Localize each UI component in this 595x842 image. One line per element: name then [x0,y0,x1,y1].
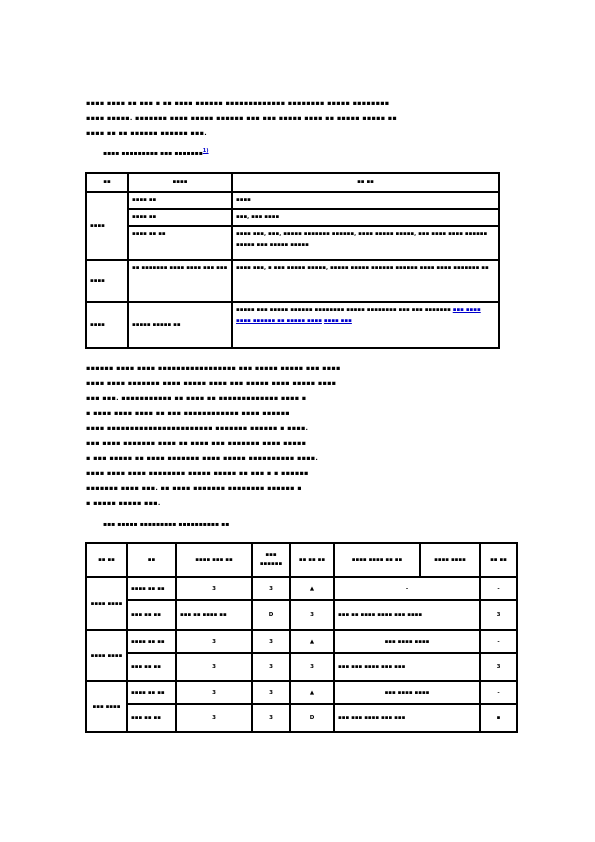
body-line: ▪▪▪▪ ▪▪▪▪▪▪▪▪▪▪▪▪▪▪▪▪▪▪▪▪▪▪▪ ▪▪▪▪▪▪▪ ▪▪▪▪▪▪ ▪ ▪▪▪▪. [86,424,309,432]
table2-cell: ▪▪▪ ▪▪▪▪ ▪▪▪▪ [334,681,480,704]
table2-cell: - [480,681,517,704]
table1 [85,172,500,349]
table2-cell: 3 [252,577,290,600]
table1-row [86,192,499,209]
table2-row [86,681,517,704]
table2-row [86,630,517,653]
table2-header-cell: ▪▪▪ ▪▪▪▪▪▪ [252,543,290,577]
table2-cell: 3 [176,577,252,600]
intro-paragraph [86,96,511,141]
table2-cell: 3 [176,704,252,732]
table2-cell: ▪▪▪ ▪▪▪ ▪▪▪▪ ▪▪▪ ▪▪▪ [334,704,480,732]
table1-caption [103,148,209,157]
reference-link[interactable]: ▪▪▪ ▪▪▪▪ ▪▪▪▪ ▪▪▪▪▪▪ ▪▪ ▪▪▪▪▪ ▪▪▪▪ [236,307,481,324]
table2-cell: ▪▪▪ ▪▪ ▪▪ [127,600,176,630]
table2-cell: 3 [252,681,290,704]
table2-cell: 3 [252,653,290,681]
table2-row [86,704,517,732]
body-line: ▪ ▪▪▪▪▪ ▪▪▪▪▪ ▪▪▪. [86,499,161,507]
body-line: ▪▪▪▪▪▪ ▪▪▪▪ ▪▪▪▪ ▪▪▪▪▪▪▪▪▪▪▪▪▪▪▪▪▪ ▪▪▪ ▪▪▪▪▪ ▪▪▪▪▪ ▪▪▪ ▪▪▪▪ [86,364,341,372]
table2-cell: ▲ [290,577,334,600]
table1-row [86,226,499,260]
body-line: ▪ ▪▪▪▪ ▪▪▪▪ ▪▪▪▪ ▪▪ ▪▪▪ ▪▪▪▪▪▪▪▪▪▪▪▪ ▪▪▪▪ ▪▪▪▪▪▪ [86,409,290,417]
table2-row [86,653,517,681]
table1-content-text: ▪▪▪▪▪ ▪▪▪ ▪▪▪▪▪ ▪▪▪▪▪▪ ▪▪▪▪▪▪▪▪ ▪▪▪▪▪ ▪▪▪▪▪▪▪▪ ▪▪▪ ▪▪▪ ▪▪▪▪▪▪▪ [236,307,451,313]
table2-group-cell: ▪▪▪ ▪▪▪▪ [86,681,127,732]
table2-cell: - [334,577,480,600]
table2-cell: ▪▪▪ ▪▪▪ ▪▪▪▪ ▪▪▪ ▪▪▪ [334,653,480,681]
table2-cell: ▪▪▪ ▪▪ ▪▪▪▪ ▪▪ [176,600,252,630]
table1-group-cell: ▪▪▪▪ [86,192,128,260]
table2-cell: D [290,704,334,732]
table2-group-cell: ▪▪▪▪ ▪▪▪▪ [86,630,127,681]
table2-cell: 3 [252,630,290,653]
table1-row [86,302,499,348]
body-line: ▪▪▪▪ ▪▪▪▪ ▪▪▪▪ ▪▪▪▪▪▪▪▪ ▪▪▪▪▪ ▪▪▪▪▪ ▪▪ ▪▪▪ ▪ ▪ ▪▪▪▪▪▪ [86,469,309,477]
table1-group-cell: ▪▪▪▪ [86,302,128,348]
table1-caption-text: ▪▪▪▪ ▪▪▪▪▪▪▪▪▪ ▪▪▪ ▪▪▪▪▪▪▪ [103,150,203,157]
table1-item-cell: ▪▪ ▪▪▪▪▪▪▪ ▪▪▪▪ ▪▪▪▪ ▪▪▪ ▪▪▪ [128,260,232,302]
table2-cell: ▲ [290,630,334,653]
table2-cell: 3 [290,600,334,630]
table2 [85,542,518,733]
table2-header-cell: ▪▪ ▪▪ [480,543,517,577]
table2-cell: 3 [480,653,517,681]
table2-cell: - [480,630,517,653]
intro-line: ▪▪▪▪ ▪▪▪▪ ▪▪ ▪▪▪ ▪ ▪▪ ▪▪▪▪ ▪▪▪▪▪▪ ▪▪▪▪▪▪▪▪▪▪▪▪▪ ▪▪▪▪▪▪▪▪ ▪▪▪▪▪ ▪▪▪▪▪▪▪▪ [86,99,390,107]
table2-header-cell: ▪▪▪▪ ▪▪▪ ▪▪ [176,543,252,577]
table2-caption-text: ▪▪▪ ▪▪▪▪▪ ▪▪▪▪▪▪▪▪▪ ▪▪▪▪▪▪▪▪▪▪ ▪▪ [103,521,230,528]
table1-item-cell: ▪▪▪▪▪ ▪▪▪▪▪ ▪▪ [128,302,232,348]
table2-cell: ▪▪▪▪ ▪▪ ▪▪ [127,630,176,653]
table1-content-cell: ▪▪▪▪ ▪▪▪, ▪ ▪▪▪ ▪▪▪▪▪ ▪▪▪▪▪, ▪▪▪▪▪ ▪▪▪▪▪ ▪▪▪▪▪▪ ▪▪▪▪▪▪ ▪▪▪▪ ▪▪▪▪ ▪▪▪▪▪▪▪ ▪▪ [232,260,499,302]
table2-cell: 3 [176,630,252,653]
table2-cell: 3 [252,704,290,732]
body-line: ▪▪▪ ▪▪▪. ▪▪▪▪▪▪▪▪▪▪▪ ▪▪ ▪▪▪▪ ▪▪ ▪▪▪▪▪▪▪▪▪▪▪▪▪ ▪▪▪▪ ▪ [86,394,307,402]
table2-row [86,600,517,630]
table1-row [86,260,499,302]
table1-item-cell: ▪▪▪▪ ▪▪ ▪▪ [128,226,232,260]
table2-header-row [86,543,517,577]
table2-cell: 3 [176,653,252,681]
table2-cell: ▪ [480,704,517,732]
table2-header-cell: ▪▪ ▪▪ ▪▪ [290,543,334,577]
table1-header-cell: ▪▪ [86,173,128,192]
table2-caption [103,521,229,528]
table2-cell: 3 [480,600,517,630]
intro-line: ▪▪▪▪ ▪▪▪▪▪. ▪▪▪▪▪▪▪ ▪▪▪▪ ▪▪▪▪▪ ▪▪▪▪▪▪ ▪▪▪ ▪▪▪ ▪▪▪▪▪ ▪▪▪▪ ▪▪ ▪▪▪▪▪ ▪▪▪▪▪ ▪▪ [86,114,398,122]
table1-item-cell: ▪▪▪▪ ▪▪ [128,192,232,209]
body-paragraph [86,361,511,511]
table1-row [86,209,499,226]
table1-header-cell: ▪▪▪▪ [128,173,232,192]
table2-cell: ▪▪▪ ▪▪ ▪▪▪▪ ▪▪▪▪ ▪▪▪ ▪▪▪▪ [334,600,480,630]
table2-header-cell: ▪▪ ▪▪ [86,543,127,577]
table2-cell: ▲ [290,681,334,704]
table2-group-cell: ▪▪▪▪ ▪▪▪▪ [86,577,127,630]
table2-cell: ▪▪▪ ▪▪ ▪▪ [127,653,176,681]
table1-content-cell: ▪▪▪, ▪▪▪ ▪▪▪▪ [232,209,499,226]
table1-content-cell [232,302,499,348]
table2-header-cell: ▪▪▪▪ ▪▪▪▪ [420,543,480,577]
body-line: ▪▪▪ ▪▪▪▪ ▪▪▪▪▪▪▪ ▪▪▪▪ ▪▪ ▪▪▪▪ ▪▪▪ ▪▪▪▪▪▪▪ ▪▪▪▪ ▪▪▪▪▪ [86,439,307,447]
table1-group-cell: ▪▪▪▪ [86,260,128,302]
reference-link-tail[interactable]: ▪▪▪▪ ▪▪▪ [323,318,352,324]
table2-cell: - [480,577,517,600]
table2-cell: ▪▪▪ ▪▪ ▪▪ [127,704,176,732]
table1-header-row [86,173,499,192]
footnote-link[interactable]: 1) [202,148,209,154]
table2-cell: 3 [290,653,334,681]
table2-cell: D [252,600,290,630]
table2-cell: ▪▪▪▪ ▪▪ ▪▪ [127,681,176,704]
body-line: ▪▪▪▪▪▪▪ ▪▪▪▪ ▪▪▪. ▪▪ ▪▪▪▪ ▪▪▪▪▪▪▪ ▪▪▪▪▪▪▪▪ ▪▪▪▪▪▪ ▪ [86,484,302,492]
table2-row [86,577,517,600]
table2-header-cell: ▪▪▪▪ ▪▪▪▪ ▪▪ ▪▪ [334,543,420,577]
body-line: ▪ ▪▪▪ ▪▪▪▪▪ ▪▪ ▪▪▪▪ ▪▪▪▪▪▪▪ ▪▪▪▪ ▪▪▪▪▪ ▪▪▪▪▪▪▪▪▪▪ ▪▪▪▪. [86,454,319,462]
table1-header-cell: ▪▪ ▪▪ [232,173,499,192]
table2-cell: ▪▪▪ ▪▪▪▪ ▪▪▪▪ [334,630,480,653]
table2-cell: 3 [176,681,252,704]
table2-cell: ▪▪▪▪ ▪▪ ▪▪ [127,577,176,600]
intro-line: ▪▪▪▪ ▪▪ ▪▪ ▪▪▪▪▪▪ ▪▪▪▪▪▪ ▪▪▪. [86,129,207,137]
table2-header-cell: ▪▪ [127,543,176,577]
table1-item-cell: ▪▪▪▪ ▪▪ [128,209,232,226]
body-line: ▪▪▪▪ ▪▪▪▪ ▪▪▪▪▪▪▪ ▪▪▪▪ ▪▪▪▪▪ ▪▪▪▪ ▪▪▪ ▪▪▪▪▪ ▪▪▪▪ ▪▪▪▪▪ ▪▪▪▪ [86,379,337,387]
table1-content-cell: ▪▪▪▪ ▪▪▪, ▪▪▪, ▪▪▪▪▪ ▪▪▪▪▪▪▪ ▪▪▪▪▪▪, ▪▪▪▪ ▪▪▪▪▪ ▪▪▪▪▪, ▪▪▪ ▪▪▪▪ ▪▪▪▪ ▪▪▪▪▪▪ ▪▪▪▪▪ ▪▪▪ ▪▪▪▪▪ ▪▪▪▪▪ [232,226,499,260]
table1-content-cell: ▪▪▪▪ [232,192,499,209]
